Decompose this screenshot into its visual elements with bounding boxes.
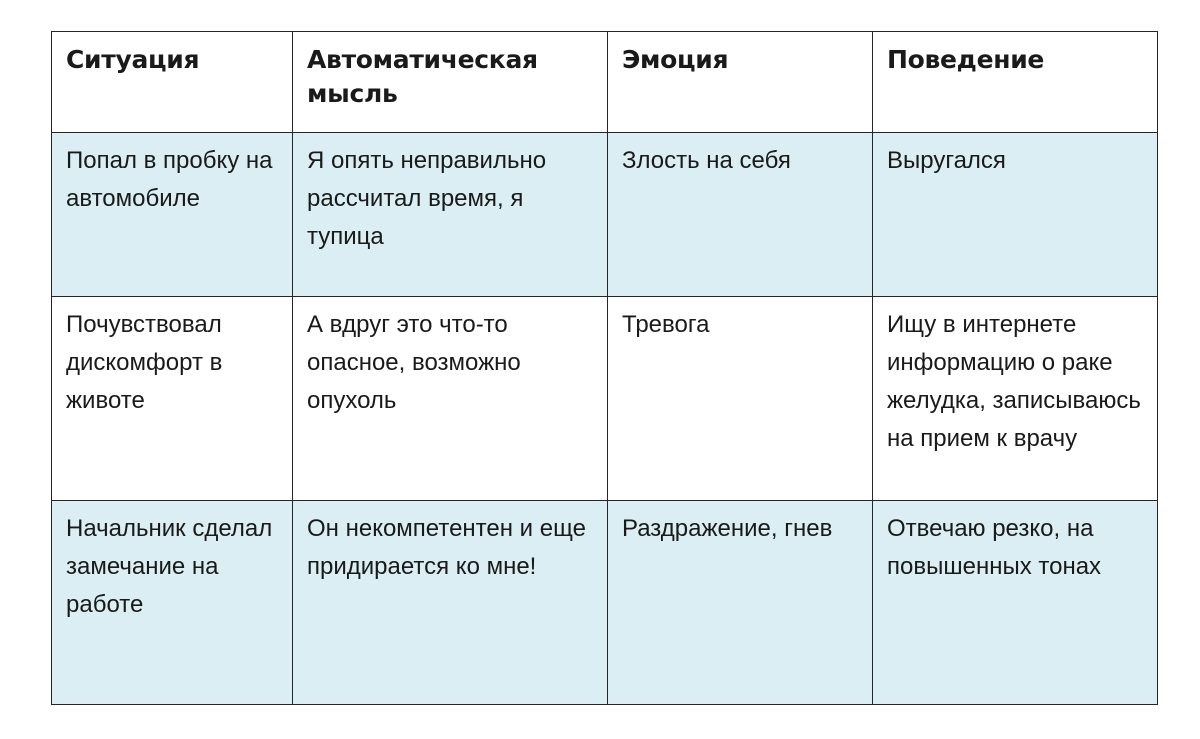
header-behavior: Поведение: [873, 32, 1158, 133]
table-header: [52, 32, 1158, 133]
cell-automatic-thought: Я опять неправильно рассчитал время, я тупица: [293, 133, 608, 297]
table-row: [52, 133, 1158, 297]
header-automatic-thought: Автоматическая мысль: [293, 32, 608, 133]
cell-situation: Почувствовал дискомфорт в животе: [52, 297, 293, 501]
cell-automatic-thought: А вдруг это что-то опасное, возможно опухоль: [293, 297, 608, 501]
header-row: [52, 32, 1158, 133]
table-row: [52, 501, 1158, 705]
cell-situation: Начальник сделал замечание на работе: [52, 501, 293, 705]
cell-behavior: Выругался: [873, 133, 1158, 297]
header-emotion: Эмоция: [608, 32, 873, 133]
cell-behavior: Отвечаю резко, на повышенных тонах: [873, 501, 1158, 705]
cbt-thought-record-table: [51, 31, 1158, 705]
cell-emotion: Раздражение, гнев: [608, 501, 873, 705]
cell-emotion: Злость на себя: [608, 133, 873, 297]
header-situation: Ситуация: [52, 32, 293, 133]
cell-situation: Попал в пробку на автомобиле: [52, 133, 293, 297]
cell-behavior: Ищу в интернете информацию о раке желудка, записываюсь на прием к врачу: [873, 297, 1158, 501]
cell-automatic-thought: Он некомпетентен и еще придирается ко мне!: [293, 501, 608, 705]
table-row: [52, 297, 1158, 501]
cell-emotion: Тревога: [608, 297, 873, 501]
table-body: [52, 133, 1158, 705]
